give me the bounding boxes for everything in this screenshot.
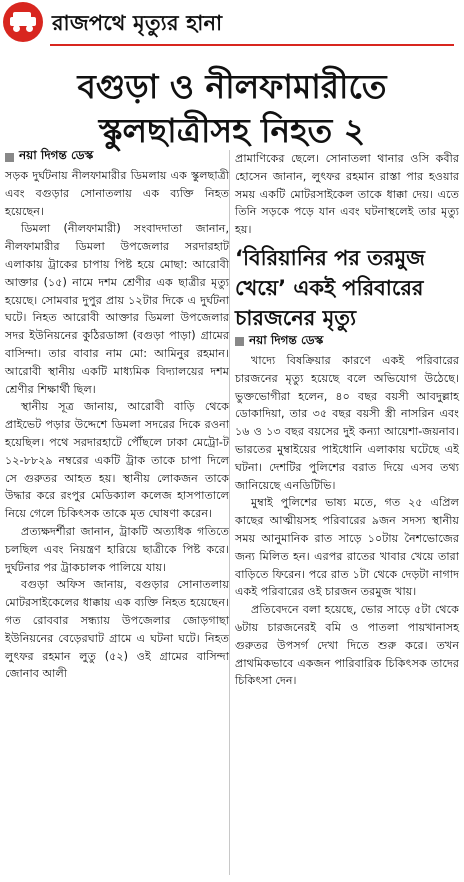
headline-line-1: বগুড়া ও নীলফামারীতে (77, 67, 387, 106)
article-1-paragraph: প্রত্যক্ষদর্শীরা জানান, ট্রাকটি অত্যধিক গতিতে চলছিল এবং নিয়ন্ত্রণ হারিয়ে ছাত্রীকে পিষ্ট করে। দুর্ঘটনার পর ট্রাকচালক পালিয়ে যায়। (5, 524, 229, 574)
section-rule (50, 44, 454, 46)
headline-line-2: স্কুলছাত্রীসহ নিহত ২ (98, 111, 366, 150)
article-2-paragraph: প্রতিবেদনে বলা হয়েছে, ভোর সাড়ে ৫টা থেকে ৬টায় চারজনেরই বমি ও পাতলা পায়খানাসহ গুরুতর উপসর্গ দেখা দিতে শুরু করে। তখন প্রাথমিকভাবে একজন পারিবারিক চিকিৎসক তাদের চিকিৎসা দেন। (235, 603, 459, 688)
section-title: রাজপথে মৃত্যুর হানা (52, 11, 223, 35)
article-1-paragraph: স্থানীয় সূত্র জানায়, আরোবী বাড়ি থেকে প্রাইভেট পড়ার উদ্দেশে ডিমলা সদরের দিকে রওনা হয়েছিল। পথে সরদারহাটে পৌঁছলে ঢাকা মেট্রো-ট ১২-৮৮২৯ নম্বরের একটি ট্রাক তাকে চাপা দিলে সে গুরুতর আহত হয়। স্থানীয় লোকজন তাকে উদ্ধার করে রংপুর মেডিক্যাল কলেজ হাসপাতালে নিয়ে গেলে চিকিৎসক তাকে মৃত ঘোষণা করেন। (5, 400, 229, 521)
article-1-paragraph-continued: প্রামাণিকের ছেলে। সোনাতলা থানার ওসি কবীর হোসেন জানান, লুৎফর রহমান রাস্তা পার হওয়ার সময় একটি মোটরসাইকেল তাকে ধাক্কা দেয়। এতে তিনি সড়কে পড়ে যান এবং ঘটনাস্থলেই তার মৃত্যু হয়। (235, 152, 459, 237)
column-divider (229, 150, 230, 875)
article-1-byline (5, 150, 229, 164)
section-header (0, 0, 464, 46)
article-1-byline-text: নয়া দিগন্ত ডেস্ক (19, 148, 94, 162)
byline-bullet-icon (5, 153, 14, 162)
article-column-right (235, 150, 459, 690)
byline-bullet-icon (235, 337, 244, 346)
article-2-byline-text: নয়া দিগন্ত ডেস্ক (249, 332, 324, 347)
article-1-column-left (5, 150, 229, 683)
car-crash-icon (3, 2, 43, 42)
article-1-paragraph: ডিমলা (নীলফামারী) সংবাদদাতা জানান, নীলফামারীর ডিমলা উপজেলার সরদারহাট এলাকায় ট্রাকের চাপায় পিষ্ট হয়ে মোছা: আরোবী আক্তার (১৫) নামে দশম শ্রেণীর এক ছাত্রীর মৃত্যু হয়েছে। সোমবার দুপুর প্রায় ১২টার দিকে এ দুর্ঘটনা ঘটে। নিহত আরোবী আক্তার ডিমলা উপজেলার সদর ইউনিয়নের কুঠিরডাঙ্গা (বগুড়া পাড়া) গ্রামের বাসিন্দা। তার বাবার নাম মো: আমিনুর রহমান। আরোবী স্থানীয় একটি মাধ্যমিক বিদ্যালয়ের দশম শ্রেণীর শিক্ষার্থী ছিল। (5, 222, 229, 396)
article-2-paragraph: মুম্বাই পুলিশের ভাষ্য মতে, গত ২৫ এপ্রিল কাছের আত্মীয়সহ পরিবারের ৯জন সদস্য স্থানীয় সময় আনুমানিক রাত সাড়ে ১০টায় নৈশভোজের জন্য মিলিত হন। এরপর রাতের খাবার খেয়ে তারা বাড়িতে ফিরেন। পরে রাত ১টা থেকে দেড়টা নাগাদ একই পরিবারের ওই চারজন তরমুজ খায়। (235, 496, 459, 599)
article-2-paragraph: খাদ্যে বিষক্রিয়ার কারণে একই পরিবারের চারজনের মৃত্যু হয়েছে বলে অভিযোগ উঠেছে। ভুক্তভোগীরা হলেন, ৪০ বছর বয়সী আবদুল্লাহ ডোকাদিয়া, তার ৩৫ বছর বয়সী স্ত্রী নাসরিন এবং ১৬ ও ১৩ বছর বয়সের দুই কন্যা আয়েশা-জয়নাব। ভারতের মুম্বাইয়ের পাইধোনি এলাকায় ঘটেছে এই ঘটনা। দেশটির পুলিশের বরাত দিয়ে এসব তথ্য জানিয়েছে এনডিটিভি। (235, 353, 459, 492)
article-1-paragraph: বগুড়া অফিস জানায়, বগুড়ার সোনাতলায় মোটরসাইকেলের ধাক্কায় এক ব্যক্তি নিহত হয়েছেন। গত রোববার সন্ধ্যায় উপজেলার জোড়গাছা ইউনিয়নের বেড়েরঘাট গ্রামে এ ঘটনা ঘটে। নিহত লুৎফর রহমান লুতু (৫২) ওই গ্রামের বাসিন্দা জোনাব আলী (5, 578, 229, 681)
article-1-paragraph: সড়ক দুর্ঘটনায় নীলফামারীর ডিমলায় এক স্কুলছাত্রী এবং বগুড়ার সোনাতলায় এক ব্যক্তি নিহত হয়েছেন। (5, 169, 229, 218)
article-2-headline: ‘বিরিয়ানির পর তরমুজ খেয়ে’ একই পরিবারের চারজনের মৃত্যু (235, 245, 425, 330)
article-2-byline (235, 332, 459, 349)
